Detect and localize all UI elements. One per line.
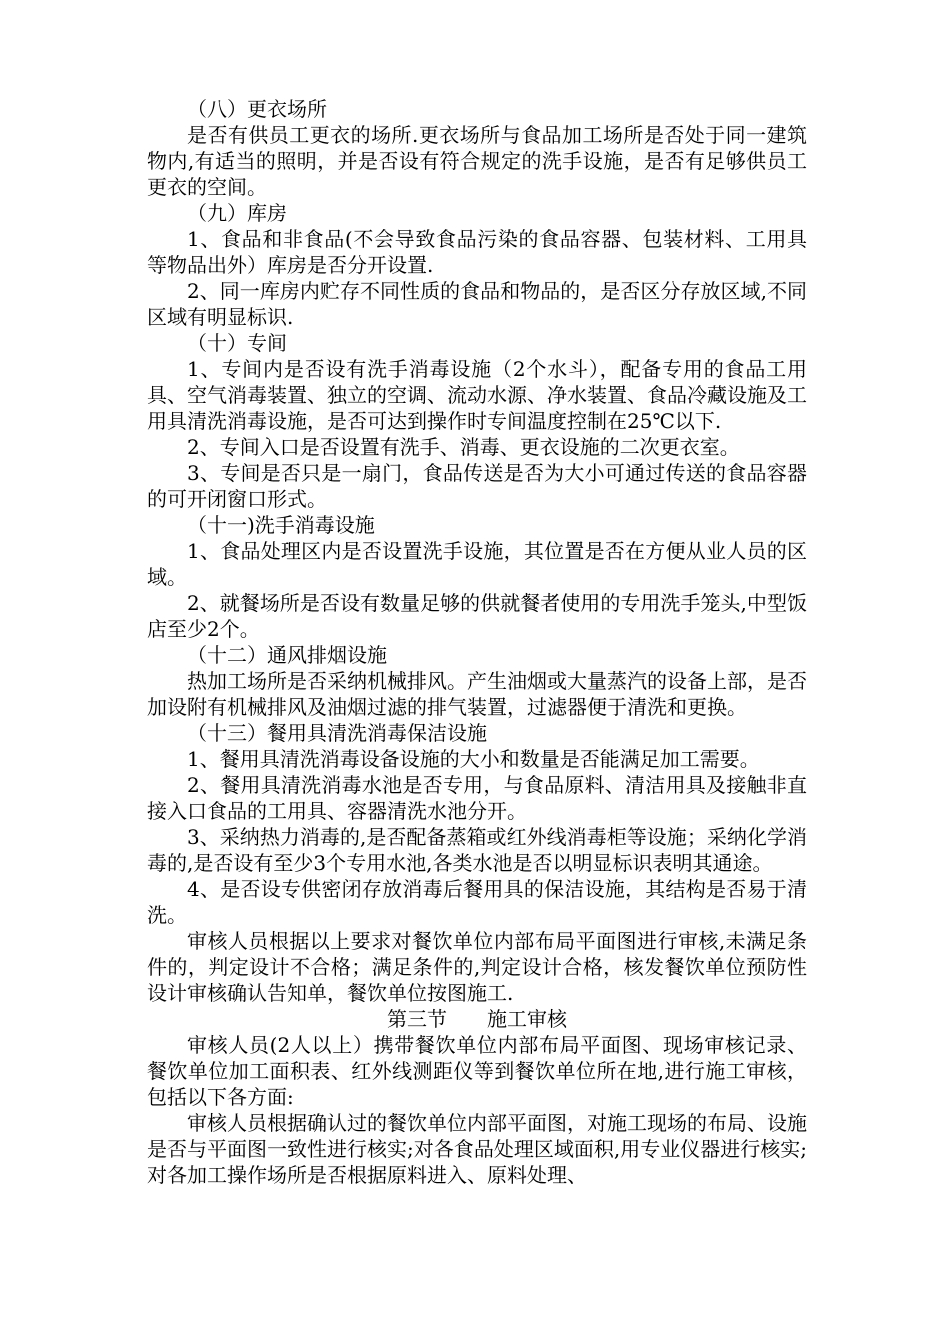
paragraph: 1、餐用具清洗消毒设备设施的大小和数量是否能满足加工需要。 <box>187 747 760 771</box>
section-heading-changing-room: （八）更衣场所 <box>187 97 327 121</box>
paragraph: 2、同一库房内贮存不同性质的食品和物品的，是否区分存放区域,不同区域有明显标识. <box>147 279 807 329</box>
paragraph: 1、食品和非食品(不会导致食品污染的食品容器、包装材料、工用具等物品出外）库房是否分开设置. <box>147 227 807 277</box>
section-heading-ventilation: （十二）通风排烟设施 <box>187 643 387 667</box>
paragraph: 1、食品处理区内是否设置洗手设施，其位置是否在方便从业人员的区域。 <box>147 539 807 589</box>
paragraph: 审核人员根据以上要求对餐饮单位内部布局平面图进行审核,未满足条件的，判定设计不合格；满足条件的,判定设计合格，核发餐饮单位预防性设计审核确认告知单，餐饮单位按图施工. <box>147 929 807 1005</box>
paragraph: 1、专间内是否设有洗手消毒设施（2个水斗），配备专用的食品工用具、空气消毒装置、独立的空调、流动水源、净水装置、食品冷藏设施及工用具清洗消毒设施，是否可达到操作时专间温度控制在25℃以下. <box>147 357 807 433</box>
paragraph: 2、餐用具清洗消毒水池是否专用，与食品原料、清洁用具及接触非直接入口食品的工用具、容器清洗水池分开。 <box>147 773 807 823</box>
section-heading-tableware: （十三）餐用具清洗消毒保洁设施 <box>187 721 487 745</box>
section-heading-storage: （九）库房 <box>187 201 287 225</box>
paragraph: 是否有供员工更衣的场所.更衣场所与食品加工场所是否处于同一建筑物内,有适当的照明，并是否设有符合规定的洗手设施，是否有足够供员工更衣的空间。 <box>147 123 807 199</box>
paragraph: 热加工场所是否采纳机械排风。产生油烟或大量蒸汽的设备上部，是否加设附有机械排风及油烟过滤的排气装置，过滤器便于清洗和更换。 <box>147 669 807 719</box>
paragraph: 2、专间入口是否设置有洗手、消毒、更衣设施的二次更衣室。 <box>187 435 740 459</box>
section-title: 第三节 施工审核 <box>387 1007 567 1031</box>
paragraph: 2、就餐场所是否设有数量足够的供就餐者使用的专用洗手笼头,中型饭店至少2个。 <box>147 591 807 641</box>
paragraph: 4、是否设专供密闭存放消毒后餐用具的保洁设施，其结构是否易于清洗。 <box>147 877 807 927</box>
section-heading-special-room: （十）专间 <box>187 331 287 355</box>
section-heading-handwash: （十一)洗手消毒设施 <box>187 513 375 537</box>
document-body <box>147 96 807 1188</box>
paragraph: 审核人员(2人以上）携带餐饮单位内部布局平面图、现场审核记录、餐饮单位加工面积表、红外线测距仪等到餐饮单位所在地,进行施工审核，包括以下各方面: <box>147 1033 807 1109</box>
paragraph: 3、专间是否只是一扇门，食品传送是否为大小可通过传送的食品容器的可开闭窗口形式。 <box>147 461 807 511</box>
paragraph: 审核人员根据确认过的餐饮单位内部平面图，对施工现场的布局、设施是否与平面图一致性进行核实;对各食品处理区域面积,用专业仪器进行核实;对各加工操作场所是否根据原料进入、原料处理、 <box>147 1111 807 1187</box>
paragraph: 3、采纳热力消毒的,是否配备蒸箱或红外线消毒柜等设施；采纳化学消毒的,是否设有至少3个专用水池,各类水池是否以明显标识表明其通途。 <box>147 825 807 875</box>
